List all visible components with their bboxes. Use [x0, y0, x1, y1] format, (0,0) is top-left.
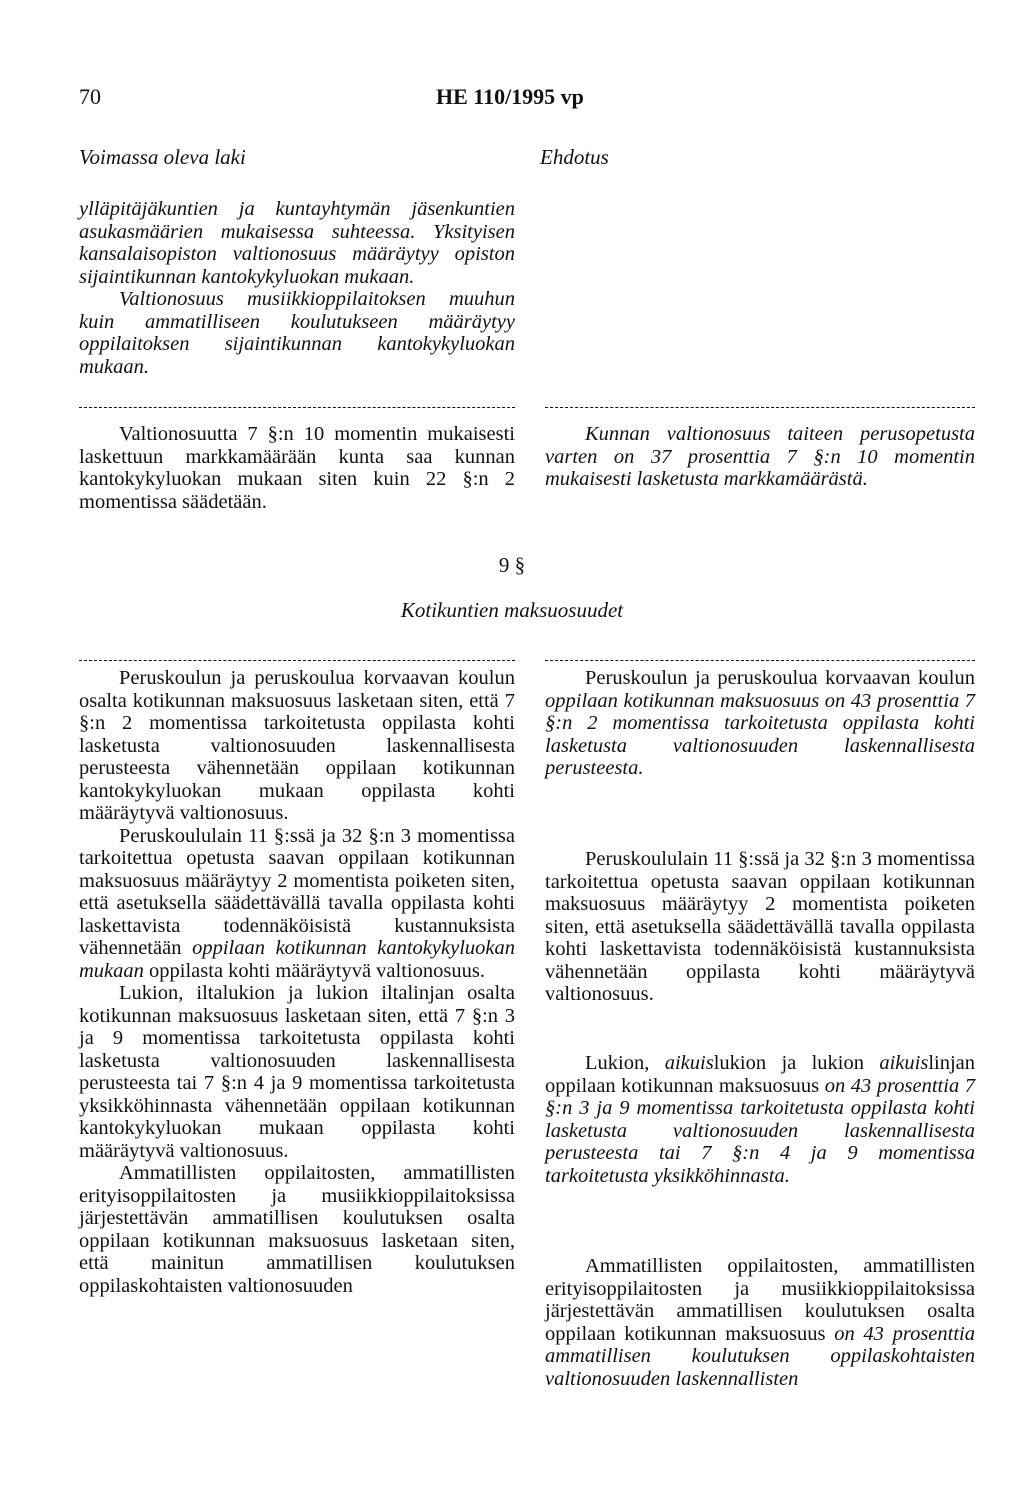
- paragraph: ylläpitäjäkuntien ja kuntayhtymän jäsenkuntien asukasmäärien mukaisessa suhteessa. Yksityisen kansalaisopiston valtionosuus määräytyy opiston sijaintikunnan kantokykyluokan mukaan.: [79, 198, 515, 288]
- paragraph: [545, 1255, 975, 1390]
- section-number: 9 §: [498, 553, 526, 577]
- text-run-italic: oppilaan kotikunnan kantokykyluokan mukaan: [79, 937, 515, 982]
- paragraph: Ammatillisten oppilaitosten, ammatillisten erityisoppilaitosten ja musiikkioppilaitoksissa järjestettävän ammatillisen koulutuksen osalta oppilaan kotikunnan maksuosuus lasketaan siten, että mainitun ammatillisen koulutuksen oppilaskohtaisten valtionosuuden: [79, 1162, 515, 1297]
- right-column-paragraph-1: [545, 667, 975, 780]
- text-run-italic: oppilaan kotikunnan maksuosuus on 43 prosenttia 7 §:n 2 momentissa tarkoitetusta oppilasta kohti lasketusta valtionosuuden laskennallisesta perusteesta.: [545, 689, 975, 779]
- paragraph: Valtionosuutta 7 §:n 10 momentin mukaisesti laskettuun markkamäärään kunta saa kunnan kantokykyluokan mukaan siten kuin 22 §:n 2 momentissa säädetään.: [79, 423, 515, 513]
- left-column-body: [79, 667, 515, 1297]
- top-right-block: [545, 423, 975, 491]
- text-run-italic: on 43 prosenttia ammatillisen koulutuksen oppilaskohtaisten valtionosuuden laskennallisten: [545, 1322, 975, 1390]
- paragraph: Valtionosuus musiikkioppilaitoksen muuhun kuin ammatilliseen koulutukseen määräytyy oppilaitoksen sijaintikunnan kantokykyluokan mukaan.: [79, 288, 515, 378]
- section-title: Kotikuntien maksuosuudet: [400, 598, 624, 622]
- paragraph: Peruskoulun ja peruskoulua korvaavan koulun osalta kotikunnan maksuosuus lasketaan siten, että 7 §:n 2 momentissa tarkoitetusta oppilasta kohti lasketusta valtionosuuden laskennallisesta perusteesta vähennetään oppilaan kotikunnan kantokykyluokan mukaan oppilasta kohti määräytyvä valtionosuus.: [79, 667, 515, 824]
- top-left-italic-block: [79, 198, 515, 378]
- text-run: Ammatillisten oppilaitosten, ammatillisten erityisoppilaitosten ja musiikkioppilaitoksissa järjestettävän ammatillisen koulutuksen osalta oppilaan kotikunnan maksuosuus: [545, 1255, 975, 1345]
- omission-divider: [545, 660, 975, 661]
- paragraph: Lukion, iltalukion ja lukion iltalinjan osalta kotikunnan maksuosuus lasketaan siten, että 7 §:n 3 ja 9 momentissa tarkoitetusta oppilasta kohti lasketusta valtionosuuden laskennallisesta perusteesta tai 7 §:n 4 ja 9 momentissa tarkoitetusta yksikköhinnasta vähennetään oppilaan kotikunnan kantokykyluokan mukaan oppilasta kohti määräytyvä valtionosuus.: [79, 982, 515, 1162]
- text-run: Peruskoululain 11 §:ssä ja 32 §:n 3 momentissa tarkoitettua opetusta saavan oppilaan kotikunnan maksuosuus määräytyy 2 momentista poiketen siten, että asetuksella säädettävällä tavalla oppilasta kohti laskettavista todennäköisistä kustannuksista vähennetään: [79, 824, 515, 959]
- omission-divider: [79, 660, 515, 661]
- text-run: Peruskoulun ja peruskoulua korvaavan koulun: [585, 667, 975, 689]
- right-column-heading: Ehdotus: [540, 145, 609, 169]
- text-run: oppilasta kohti määräytyvä valtionosuus.: [143, 959, 485, 982]
- left-column-heading: Voimassa oleva laki: [79, 145, 246, 169]
- paragraph: [79, 825, 515, 983]
- omission-divider: [79, 407, 515, 408]
- right-column-paragraph-2: [545, 848, 975, 1006]
- paragraph: [545, 1052, 975, 1187]
- text-run-italic: aikuis: [664, 1052, 714, 1074]
- text-run-italic: on 43 prosenttia 7 §:n 3 ja 9 momentissa tarkoitetusta oppilasta kohti lasketusta valtionosuuden laskennallisesta perusteesta tai 7 §:n 4 ja 9 momentissa tarkoitetusta yksikköhinnasta.: [545, 1074, 975, 1187]
- text-run: linjan oppilaan kotikunnan maksuosuus: [545, 1052, 976, 1097]
- text-run-italic: aikuis: [879, 1052, 929, 1074]
- omission-divider: [545, 407, 975, 408]
- right-column-paragraph-4: [545, 1255, 975, 1390]
- paragraph: Kunnan valtionosuus taiteen perusopetusta varten on 37 prosenttia 7 §:n 10 momentin mukaisesti lasketusta markkamäärästä.: [545, 423, 975, 490]
- text-run: Lukion,: [585, 1052, 665, 1074]
- page-number: 70: [79, 84, 101, 109]
- paragraph: Peruskoululain 11 §:ssä ja 32 §:n 3 momentissa tarkoitettua opetusta saavan oppilaan kotikunnan maksuosuus määräytyy 2 momentista poiketen siten, että asetuksella säädettävällä tavalla oppilasta kohti laskettavista todennäköisistä kustannuksista vähennetään oppilasta kohti määräytyvä valtionosuus.: [545, 848, 975, 1005]
- paragraph: [545, 667, 975, 780]
- document-code: HE 110/1995 vp: [436, 84, 584, 109]
- top-left-block: [79, 423, 515, 513]
- right-column-paragraph-3: [545, 1052, 975, 1187]
- text-run: lukion ja lukion: [713, 1052, 880, 1074]
